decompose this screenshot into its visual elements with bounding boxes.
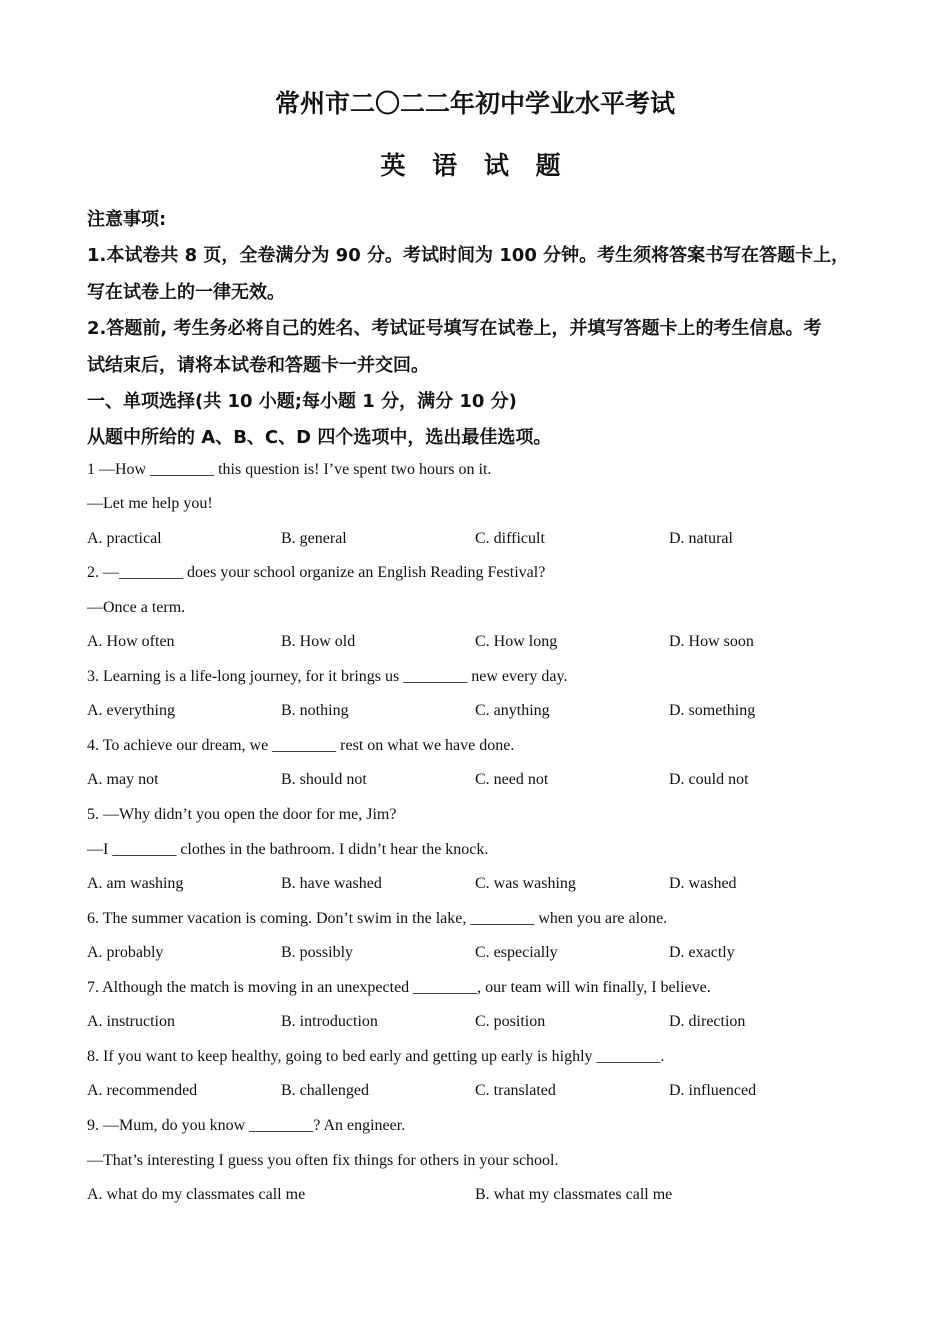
question-7-option-b: B. introduction [281, 1013, 378, 1030]
notice-item-2-line-1: 2.答题前, 考生务必将自己的姓名、考试证号填写在试卷上，并填写答题卡上的考生信息。考 [87, 318, 822, 339]
question-9-stem: 9. —Mum, do you know ________? An engineer. [87, 1117, 406, 1134]
notice-heading: 注意事项: [87, 209, 167, 230]
question-8-option-d: D. influenced [669, 1082, 757, 1099]
question-9-reply: —That’s interesting I guess you often fix things for others in your school. [87, 1152, 559, 1169]
question-1-stem: 1 —How ________ this question is! I’ve spent two hours on it. [87, 461, 492, 478]
question-6-option-c: C. especially [475, 944, 558, 961]
question-8-stem: 8. If you want to keep healthy, going to bed early and getting up early is highly ________. [87, 1048, 665, 1065]
question-5-option-b: B. have washed [281, 875, 382, 892]
question-2-option-c: C. How long [475, 633, 558, 650]
question-7-option-a: A. instruction [87, 1013, 175, 1030]
notice-item-1-line-2: 写在试卷上的一律无效。 [87, 282, 285, 303]
question-4-option-c: C. need not [475, 771, 549, 788]
question-1-reply: —Let me help you! [87, 495, 213, 512]
question-7-option-d: D. direction [669, 1013, 746, 1030]
section-heading: 一、单项选择(共 10 小题;每小题 1 分，满分 10 分) [87, 391, 517, 412]
question-5-option-c: C. was washing [475, 875, 576, 892]
question-1-option-d: D. natural [669, 530, 733, 547]
notice-item-2-line-2: 试结束后，请将本试卷和答题卡一并交回。 [87, 355, 429, 376]
section-instruction: 从题中所给的 A、B、C、D 四个选项中，选出最佳选项。 [87, 427, 552, 448]
question-6-option-a: A. probably [87, 944, 164, 961]
question-7-option-c: C. position [475, 1013, 546, 1030]
question-2-option-a: A. How often [87, 633, 175, 650]
question-2-stem: 2. —________ does your school organize an English Reading Festival? [87, 564, 546, 581]
question-5-reply: —I ________ clothes in the bathroom. I didn’t hear the knock. [87, 841, 489, 858]
question-4-option-b: B. should not [281, 771, 367, 788]
question-6-stem: 6. The summer vacation is coming. Don’t swim in the lake, ________ when you are alone. [87, 910, 668, 927]
question-3-option-c: C. anything [475, 702, 550, 719]
question-4-stem: 4. To achieve our dream, we ________ rest on what we have done. [87, 737, 515, 754]
question-3-stem: 3. Learning is a life-long journey, for it brings us ________ new every day. [87, 668, 568, 685]
question-8-option-c: C. translated [475, 1082, 556, 1099]
exam-subtitle: 英 语 试 题 [380, 151, 570, 180]
question-5-option-d: D. washed [669, 875, 737, 892]
question-3-option-a: A. everything [87, 702, 175, 719]
question-9-option-a: A. what do my classmates call me [87, 1186, 306, 1203]
notice-item-1-line-1: 1.本试卷共 8 页，全卷满分为 90 分。考试时间为 100 分钟。考生须将答案书写在答题卡上， [87, 245, 850, 266]
question-2-reply: —Once a term. [87, 599, 186, 616]
question-5-stem: 5. —Why didn’t you open the door for me, Jim? [87, 806, 397, 823]
exam-title: 常州市二〇二二年初中学业水平考试 [274, 89, 675, 118]
question-1-option-a: A. practical [87, 530, 162, 547]
question-4-option-a: A. may not [87, 771, 159, 788]
question-1-option-c: C. difficult [475, 530, 545, 547]
question-2-option-d: D. How soon [669, 633, 754, 650]
question-4-option-d: D. could not [669, 771, 749, 788]
question-2-option-b: B. How old [281, 633, 356, 650]
question-9-option-b: B. what my classmates call me [475, 1186, 673, 1203]
question-8-option-a: A. recommended [87, 1082, 198, 1099]
question-5-option-a: A. am washing [87, 875, 184, 892]
question-3-option-b: B. nothing [281, 702, 349, 719]
question-1-option-b: B. general [281, 530, 347, 547]
question-6-option-b: B. possibly [281, 944, 354, 961]
question-6-option-d: D. exactly [669, 944, 735, 961]
question-3-option-d: D. something [669, 702, 756, 719]
question-8-option-b: B. challenged [281, 1082, 369, 1099]
question-7-stem: 7. Although the match is moving in an unexpected ________, our team will win finally, I believe. [87, 979, 711, 996]
